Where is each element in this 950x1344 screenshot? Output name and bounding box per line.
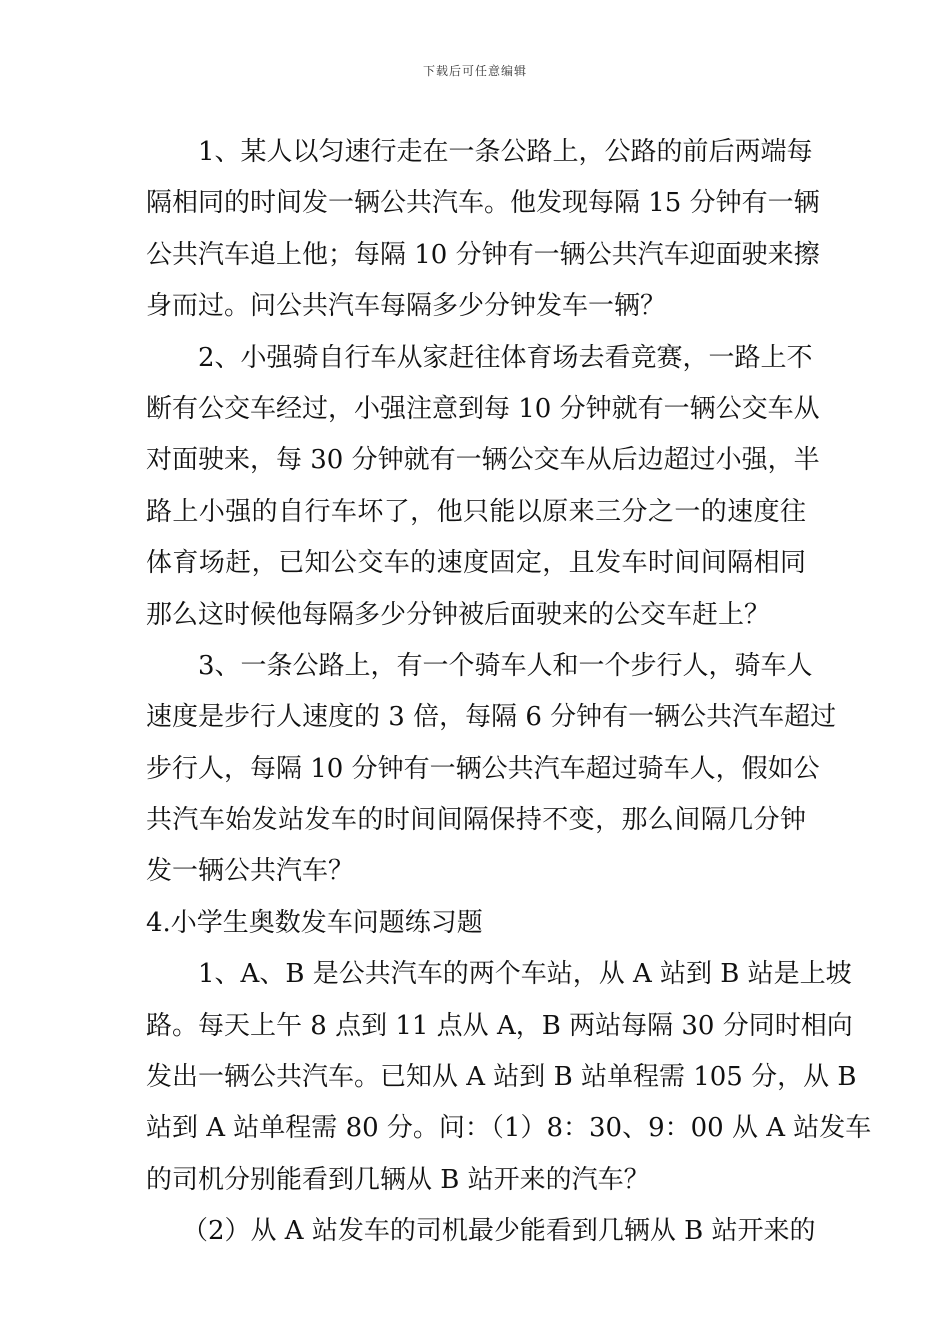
- text-line: 公共汽车追上他；每隔 10 分钟有一辆公共汽车迎面驶来擦: [146, 239, 820, 270]
- text-line: 4.小学生奥数发车问题练习题: [146, 907, 483, 938]
- text-line: 那么这时候他每隔多少分钟被后面驶来的公交车赶上？: [146, 599, 771, 630]
- text-line: 2、小强骑自行车从家赶往体育场去看竞赛，一路上不: [198, 342, 813, 373]
- document-body: [146, 127, 872, 1258]
- text-line: 断有公交车经过，小强注意到每 10 分钟就有一辆公交车从: [146, 393, 820, 424]
- text-line: 路。每天上午 8 点到 11 点从 A，B 两站每隔 30 分同时相向: [146, 1010, 853, 1041]
- text-line: 的司机分别能看到几辆从 B 站开来的汽车？: [146, 1164, 650, 1195]
- text-line: 共汽车始发站发车的时间间隔保持不变，那么间隔几分钟: [146, 805, 806, 836]
- text-line: 1、某人以匀速行走在一条公路上，公路的前后两端每: [198, 137, 813, 167]
- text-line: 路上小强的自行车坏了，他只能以原来三分之一的速度往: [146, 496, 806, 527]
- text-line: 隔相同的时间发一辆公共汽车。他发现每隔 15 分钟有一辆: [146, 188, 820, 219]
- text-line: 发一辆公共汽车？: [146, 856, 355, 887]
- text-line: 3、一条公路上，有一个骑车人和一个步行人，骑车人: [198, 650, 813, 681]
- text-line: 速度是步行人速度的 3 倍，每隔 6 分钟有一辆公共汽车超过: [146, 702, 837, 733]
- text-line: 1、A、B 是公共汽车的两个车站，从 A 站到 B 站是上坡: [198, 959, 852, 990]
- text-line: 对面驶来，每 30 分钟就有一辆公交车从后边超过小强，半: [146, 445, 820, 476]
- text-line: （2）从 A 站发车的司机最少能看到几辆从 B 站开来的: [182, 1216, 816, 1247]
- text-line: 发出一辆公共汽车。已知从 A 站到 B 站单程需 105 分，从 B: [146, 1062, 857, 1093]
- text-line: 步行人，每隔 10 分钟有一辆公共汽车超过骑车人，假如公: [146, 753, 820, 784]
- page-header: 下载后可任意编辑: [422, 64, 527, 78]
- text-line: 站到 A 站单程需 80 分。问：（1）8：30、9：00 从 A 站发车: [146, 1113, 872, 1144]
- text-line: 体育场赶，已知公交车的速度固定，且发车时间间隔相同: [146, 548, 806, 579]
- text-line: 身而过。问公共汽车每隔多少分钟发车一辆？: [146, 291, 667, 322]
